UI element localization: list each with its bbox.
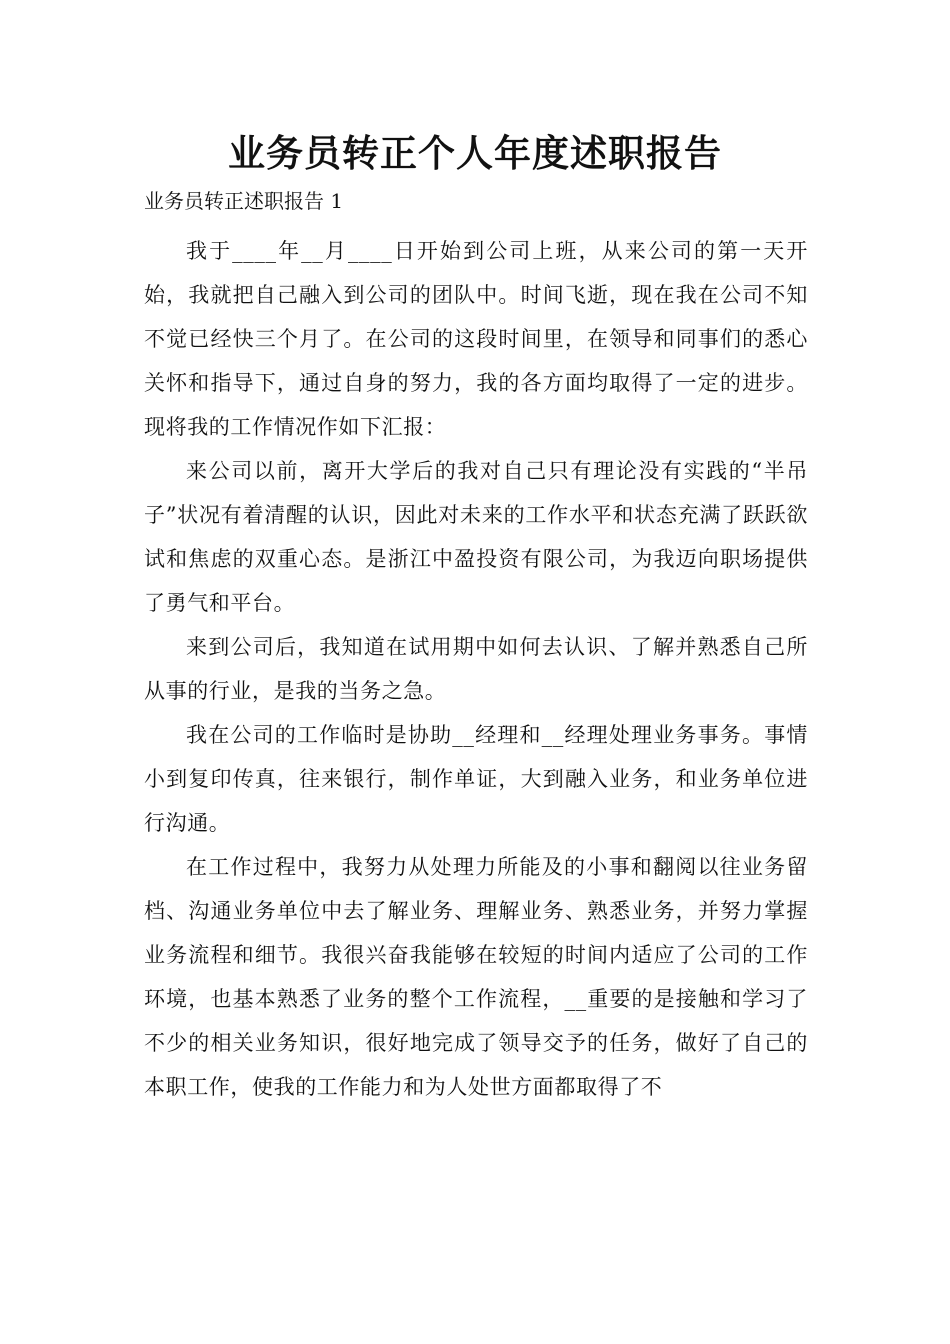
paragraph: 我于____年__月____日开始到公司上班，从来公司的第一天开始，我就把自己融入到公司的团队中。时间飞逝，现在我在公司不知不觉已经快三个月了。在公司的这段时间里，在领导和同事们的悉心关怀和指导下，通过自身的努力，我的各方面均取得了一定的进步。现将我的工作情况作如下汇报： [144,239,808,439]
document-subtitle: 业务员转正述职报告 1 [144,189,344,213]
paragraph: 在工作过程中，我努力从处理力所能及的小事和翻阅以往业务留档、沟通业务单位中去了解业务、理解业务、熟悉业务，并努力掌握业务流程和细节。我很兴奋我能够在较短的时间内适应了公司的工作环境，也基本熟悉了业务的整个工作流程，__重要的是接触和学习了不少的相关业务知识，很好地完成了领导交予的任务，做好了自己的本职工作，使我的工作能力和为人处世方面都取得了不 [144,855,808,1099]
paragraph: 来到公司后，我知道在试用期中如何去认识、了解并熟悉自己所从事的行业，是我的当务之急。 [144,635,808,703]
document-title: 业务员转正个人年度述职报告 [228,131,722,175]
paragraph: 我在公司的工作临时是协助__经理和__经理处理业务事务。事情小到复印传真，往来银行，制作单证，大到融入业务，和业务单位进行沟通。 [144,723,808,835]
document-body [144,229,808,1109]
paragraph: 来公司以前，离开大学后的我对自己只有理论没有实践的“半吊子”状况有着清醒的认识，因此对未来的工作水平和状态充满了跃跃欲试和焦虑的双重心态。是浙江中盈投资有限公司，为我迈向职场提供了勇气和平台。 [144,459,808,615]
